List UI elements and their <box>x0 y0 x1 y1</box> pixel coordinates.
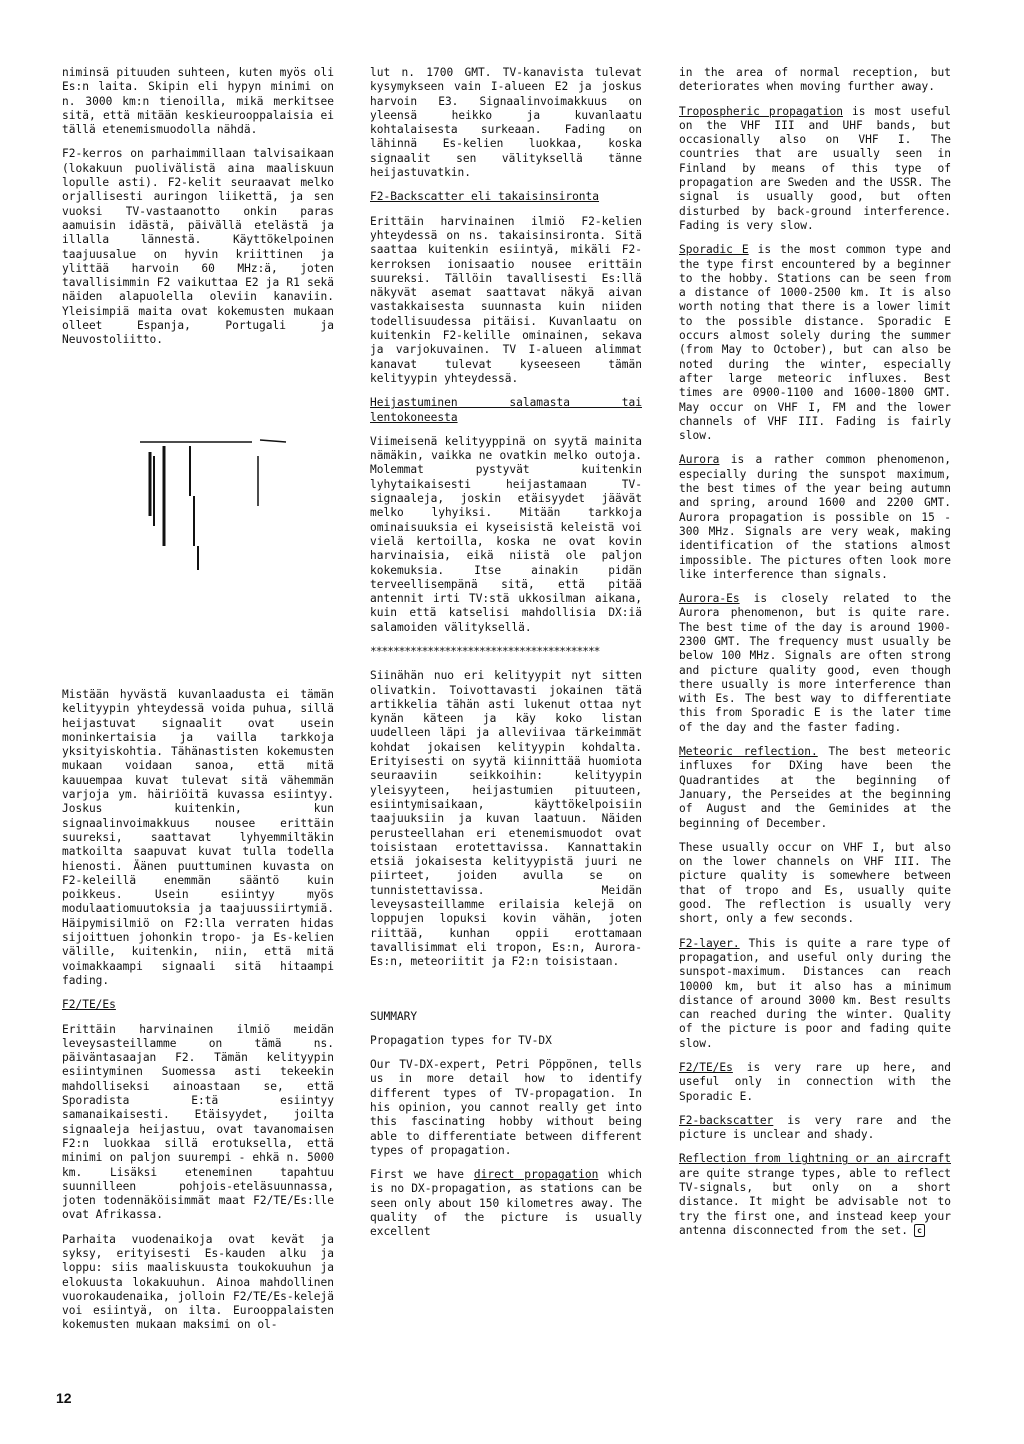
text-run: is closely related to the Aurora phenomenon, but is quite rare. The best time of the day is around 1900-2300 GMT. The frequency must usually be below 100 MHz. Signals are often strong and picture quality good, even though there usually is more interference than with Es. The best way to differentiate this from Sporadic E is the later time of the day and the faster fading. <box>679 592 951 734</box>
entry <box>679 105 951 234</box>
text-run: First we have <box>370 1168 474 1182</box>
text-run: is most useful on the VHF III and UHF bands, but occasionally also on VHF I. The countries that are usually seen in Finland by means of this type of propagation are Sweden and the USSR. The signal is usually good, but often disturbed by back-ground interference. Fading is very slow. <box>679 104 951 232</box>
entry <box>679 243 951 443</box>
text-run: is the most common type and the type first encountered by a beginner to the hobby. Stations can be seen from a distance of 1000-2500 km. It is also worth noting that there is a lower limit to the possible distance. Sporadic E occurs almost solely during the summer (from May to October), but can also be noted during the winter, especially after large meteoric influxes. Best times are 0900-1100 and 1600-1800 GMT. May occur on VHF I, FM and the lower channels of VHF III. Fading is fairly slow. <box>679 243 952 443</box>
section-heading: F2/TE/Es <box>62 998 116 1012</box>
term: Meteoric reflection. <box>679 745 818 759</box>
entry <box>679 841 951 927</box>
paragraph: niminsä pituuden suhteen, kuten myös oli Es:n laita. Skipin eli hypyn minimi on n. 3000 km:n tienoilla, mikä merkitsee sitä, että mitään keskieurooppalaisia ei tällä etenemismuodolla nähdä. <box>62 66 334 137</box>
column-1 <box>62 66 334 358</box>
paragraph: in the area of normal reception, but deteriorates when moving further away. <box>679 66 951 94</box>
text-run: are quite strange types, able to reflect TV-signals, but only on a short distance. It might be advisable not to try the first one, and instead keep your antenna disconnected from the set. <box>679 1166 951 1237</box>
summary-title: Propagation types for TV-DX <box>370 1033 552 1047</box>
paragraph: Erittäin harvinainen ilmiö F2-kelien yhteydessä on ns. takaisinsironta. Sitä saattaa kuitenkin esiintyä, mikäli F2-kerroksen ionisaatio nousee erittäin suureksi. Tällöin tavallisesti Es:llä näkyvät asemat saattavat näkyä aivan vastakkaisesta suunnasta kuin niiden todellisuudessa pitäisi. Kuvanlaatu on kuitenkin F2-kelille ominainen, sekava ja varjokuvainen. TV I-alueen alimmat kanavat tulevat kyseeseen tämän kelityypin yhteydessä. <box>370 214 642 385</box>
text-run: The best meteoric influxes for DXing have been the Quadrantides at the beginning of January, the Perseides at the beginning of August and the Geminides at the beginning of December. <box>679 745 951 830</box>
text-run: which is no DX-propagation, as stations can be seen only about 150 kilometres away. The quality of the picture is usually excellent <box>370 1168 642 1239</box>
entry <box>679 592 951 735</box>
term: Reflection from lightning or an aircraft <box>679 1152 951 1166</box>
separator-stars: **************************************** <box>370 644 600 658</box>
column-2 <box>370 66 642 1250</box>
text-run: is a rather common phenomenon, especially during the sunspot maximum, the best times of the year being autumn and spring, around 1600 and 2200 GMT. Aurora propagation is possible on 15 - 300 MHz. Signals are very weak, making identification of the stations almost impossible. The pictures often look more like interference than signals. <box>679 453 951 581</box>
term: Aurora-Es <box>679 592 740 606</box>
spacer <box>370 980 642 1010</box>
paragraph: Erittäin harvinainen ilmiö meidän leveysasteillamme on tämä ns. päiväntasaajan F2. Tämän kelityypin esiintyminen Suomessa asti tekeekin mahdolliseksi ainoastaan se, että Sporadista E:tä esiintyy samanaikaisesti. Etäisyydet, joilta signaaleja heijastuu, ovat tavanomaisen F2:n luokkaa sillä erotuksella, että minimi on paljon suurempi - ehkä n. 5000 km. Lisäksi eteneminen tapahtuu suunnilleen pohjois-eteläsuunnassa, joten todennäköisimmät maat F2/TE/Es:lle ovat Afrikassa. <box>62 1022 334 1222</box>
paragraph: Our TV-DX-expert, Petri Pöppönen, tells us in more detail how to identify different types of TV-propagation. In his opinion, you cannot really get into this fascinating hobby without being able to differentiate between different types of propagation. <box>370 1058 642 1157</box>
entry <box>679 1152 951 1238</box>
term: F2/TE/Es <box>679 1061 733 1074</box>
entry <box>679 1114 951 1143</box>
term: F2-layer. <box>679 936 740 950</box>
text-run: is very rare up here, and useful only in connection with the Sporadic E. <box>679 1061 951 1103</box>
paragraph: Siinähän nuo eri kelityypit nyt sitten olivatkin. Toivottavasti jokainen tätä artikkelia tähän asti lukenut ottaa nyt kynän käteen ja käy koko listan uudelleen läpi ja alleviivaa tärkeimmät kohdat jokaisen kelityypin kohdalta. Erityisesti on syytä kiinnittää huomiota seuraaviin seikkoihin: kelityypin yleisyyteen, heijastumien pituuteen, esiintymisaikaan, käyttökelpoisiin taajuuksiin ja kuvan laatuun. Näiden perusteellahan eri etenemismuodot ovat toisistaan erotettavissa. Kannattakin etsiä jokaisesta kelityypistä juuri ne piirteet, joiden avulla se on tunnistettavissa. Meidän leveysasteillamme erilaisia kelejä on loppujen lopuksi kovin vähän, joten riittää, kunhan oppii erottamaan tavallisimmat eli tropon, Es:n, Aurora-Es:n, meteoriitit ja F2:n toisistaan. <box>370 669 642 969</box>
entry <box>679 1061 951 1104</box>
section-heading: Heijastuminen salamasta tai lentokoneesta <box>370 396 642 424</box>
paragraph: Parhaita vuodenaikoja ovat kevät ja syksy, erityisesti Es-kauden alku ja loppu: siis maaliskuusta toukokuuhun ja elokuusta lokakuuhun. Ainoa mahdollinen vuorokaudenaika, jolloin F2/TE/Es-kelejä voi esiintyä, on ilta. Eurooppalaisten kokemusten mukaan maksimi on ol- <box>62 1232 334 1332</box>
text-run: These usually occur on VHF I, but also on the lower channels on VHF III. The picture quality is somewhere between that of tropo and Es, usually quite good. The reflection is usually very short, only a few seconds. <box>679 840 951 926</box>
entry <box>679 745 951 831</box>
entry <box>679 937 951 1051</box>
text-run: This is quite a rare type of propagation, and useful only during the sunspot-maximum. Distances can reach 10000 km, but it also has a minimum distance of around 3000 km. Best results can reached during the winter. Quality of the picture is poor and fading quite slow. <box>679 936 951 1050</box>
text-run: is very rare and the picture is unclear and shady. <box>679 1113 951 1142</box>
section-heading: F2-Backscatter eli takaisinsironta <box>370 190 600 204</box>
paragraph: lut n. 1700 GMT. TV-kanavista tulevat kysymykseen vain I-alueen E2 ja joskus harvoin E3. Signaalinvoimakkuus on yleensä heikko ja kuvanlaatu kohtalaisesta surkeaan. Fading on lähinnä Es-kelien luokkaa, koska signaalit sen välityksellä tänne heijastuvatkin. <box>370 66 642 180</box>
end-mark-icon: c <box>914 1224 925 1237</box>
paragraph: Viimeisenä kelityyppinä on syytä mainita nämäkin, vaikka ne ovatkin melko outoja. Molemmat pystyvät kuitenkin lyhytaikaisesti heijastamaan TV-signaaleja, joskin etäisyydet jäävät melko lyhyiksi. Mitään tarkkoja ominaisuuksia ei kyseisistä keleistä voi vielä kertoilla, koska ne ovat kovin harvinaisia, eikä niistä ole paljon kokemuksia. Itse ainakin pidän terveellisempänä sitä, että pitää antennit irti TV:stä ukkosilman aikana, kuin että katselisi mahdollisia DX:iä salamoiden välityksellä. <box>370 434 642 634</box>
term: Sporadic E <box>679 243 749 257</box>
page-number: 12 <box>56 1390 72 1406</box>
summary-heading: SUMMARY <box>370 1009 418 1023</box>
term: F2-backscatter <box>679 1113 774 1127</box>
entry <box>679 453 951 582</box>
graph-figure <box>136 436 296 576</box>
paragraph: F2-kerros on parhaimmillaan talvisaikaan (lokakuun puolivälistä aina maaliskuun lopulle asti). F2-kelit seuraavat melko orjallisesti auringon liikettä, ja sen vuoksi TV-vastaanotto onkin paras aamuisin idästä, päivällä etelästä ja illalla lännestä. Käyttökelpoinen taajuusalue on hyvin kriittinen ja ylittää harvoin 60 MHz:ä, joten tavallisimmin F2 vaikuttaa E2 ja R1 sekä näiden alapuolella oleviin kanaviin. Yleisimpiä maita ovat kokemusten mukaan olleet Espanja, Portugali ja Neuvostoliitto. <box>62 147 334 347</box>
term: direct propagation <box>473 1168 599 1182</box>
column-3 <box>679 66 951 1248</box>
paragraph: Mistään hyvästä kuvanlaadusta ei tämän kelityypin yhteydessä voida puhua, sillä heijastuvat signaalit ovat usein moninkertaisia ja vailla tarkkoja yksityiskohtia. Tähänastisten kokemusten mukaan voidaan sanoa, että mitä kauuempaa kuvat tulevat sitä vähemmän varjoja ym. häiriöitä kuvassa esiintyy. Joskus kuitenkin, kun signaalinvoimakkuus nousee erittäin suureksi, saattavat lyhyemmiltäkin matkoilta saapuvat kuvat tulla todella hienosti. Äänen puuttuminen kuvasta on F2-keleillä enemmän sääntö kuin poikkeus. Usein esiintyy myös modulaatiomuutoksia ja taajuussiirtymiä. Häipymisilmiö on F2:lla verraten hidas sijoittuen johonkin tropo- ja Es-kelien välille, kuitenkin, niin, että mitä voimakkaampi signaali sitä hitaampi fading. <box>62 688 334 987</box>
term: Tropospheric propagation <box>679 104 843 118</box>
column-1-lower <box>62 688 334 1343</box>
paragraph <box>370 1168 642 1239</box>
term: Aurora <box>679 453 720 467</box>
